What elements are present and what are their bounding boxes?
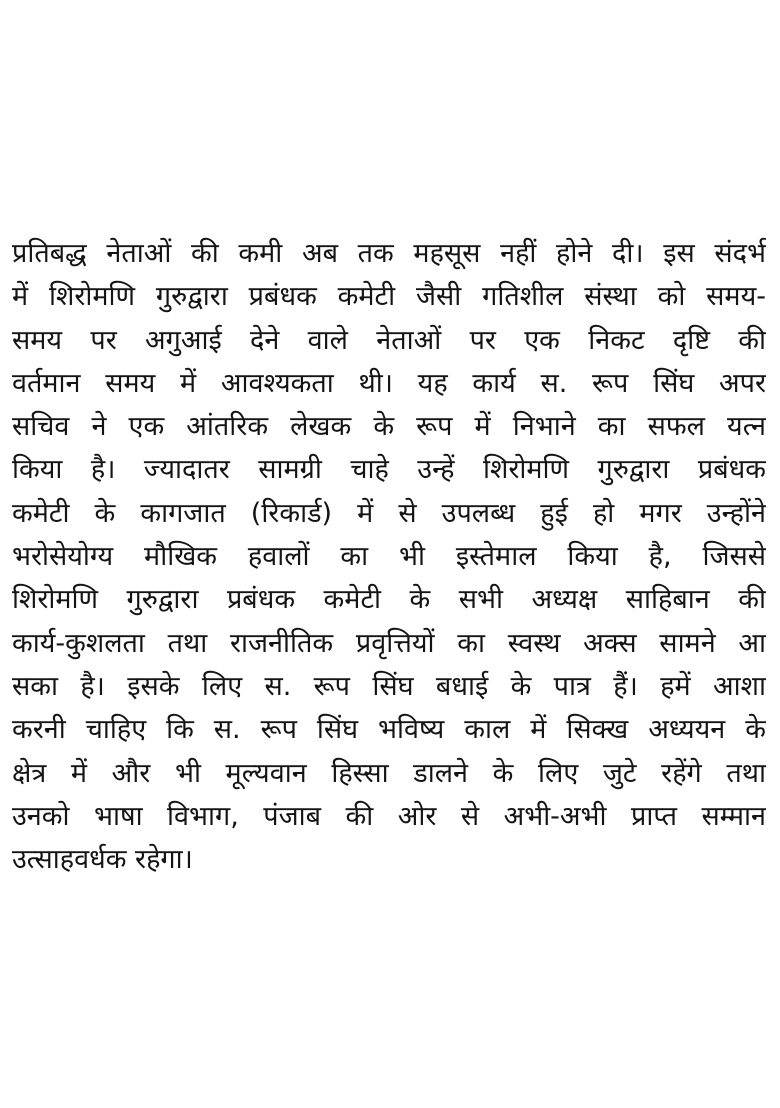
- text-line: उनको भाषा विभाग, पंजाब की ओर से अभी-अभी प्राप्त सम्मान: [12, 800, 766, 832]
- text-line: प्रतिबद्ध नेताओं की कमी अब तक महसूस नहीं होने दी। इस संदर्भ: [12, 238, 766, 269]
- text-line: में शिरोमणि गुरुद्वारा प्रबंधक कमेटी जैसी गतिशील संस्था को समय-: [12, 281, 766, 313]
- text-line: क्षेत्र में और भी मूल्यवान हिस्सा डालने के लिए जुटे रहेंगे तथा: [12, 757, 766, 789]
- text-line: कार्य-कुशलता तथा राजनीतिक प्रवृत्तियों का स्वस्थ अक्स सामने आ: [12, 627, 766, 659]
- text-line: सचिव ने एक आंतरिक लेखक के रूप में निभाने का सफल यत्न: [12, 411, 766, 443]
- text-line: किया है। ज्यादातर सामग्री चाहे उन्हें शिरोमणि गुरुद्वारा प्रबंधक: [12, 454, 766, 486]
- text-line: वर्तमान समय में आवश्यकता थी। यह कार्य स. रूप सिंघ अपर: [12, 367, 766, 399]
- text-line-last: उत्साहवर्धक रहेगा।: [12, 844, 193, 876]
- text-line: भरोसेयोग्य मौखिक हवालों का भी इस्तेमाल किया है, जिससे: [12, 541, 766, 573]
- text-line: कमेटी के कागजात (रिकार्ड) में से उपलब्ध हुई हो मगर उन्होंने: [12, 497, 766, 529]
- text-line: समय पर अगुआई देने वाले नेताओं पर एक निकट दृष्टि की: [12, 324, 766, 356]
- text-line: करनी चाहिए कि स. रूप सिंघ भविष्य काल में सिक्ख अध्ययन के: [12, 714, 766, 746]
- body-paragraph: [12, 232, 766, 881]
- text-line: सका है। इसके लिए स. रूप सिंघ बधाई के पात्र हैं। हमें आशा: [12, 670, 766, 702]
- text-line: शिरोमणि गुरुद्वारा प्रबंधक कमेटी के सभी अध्यक्ष साहिबान की: [12, 584, 766, 616]
